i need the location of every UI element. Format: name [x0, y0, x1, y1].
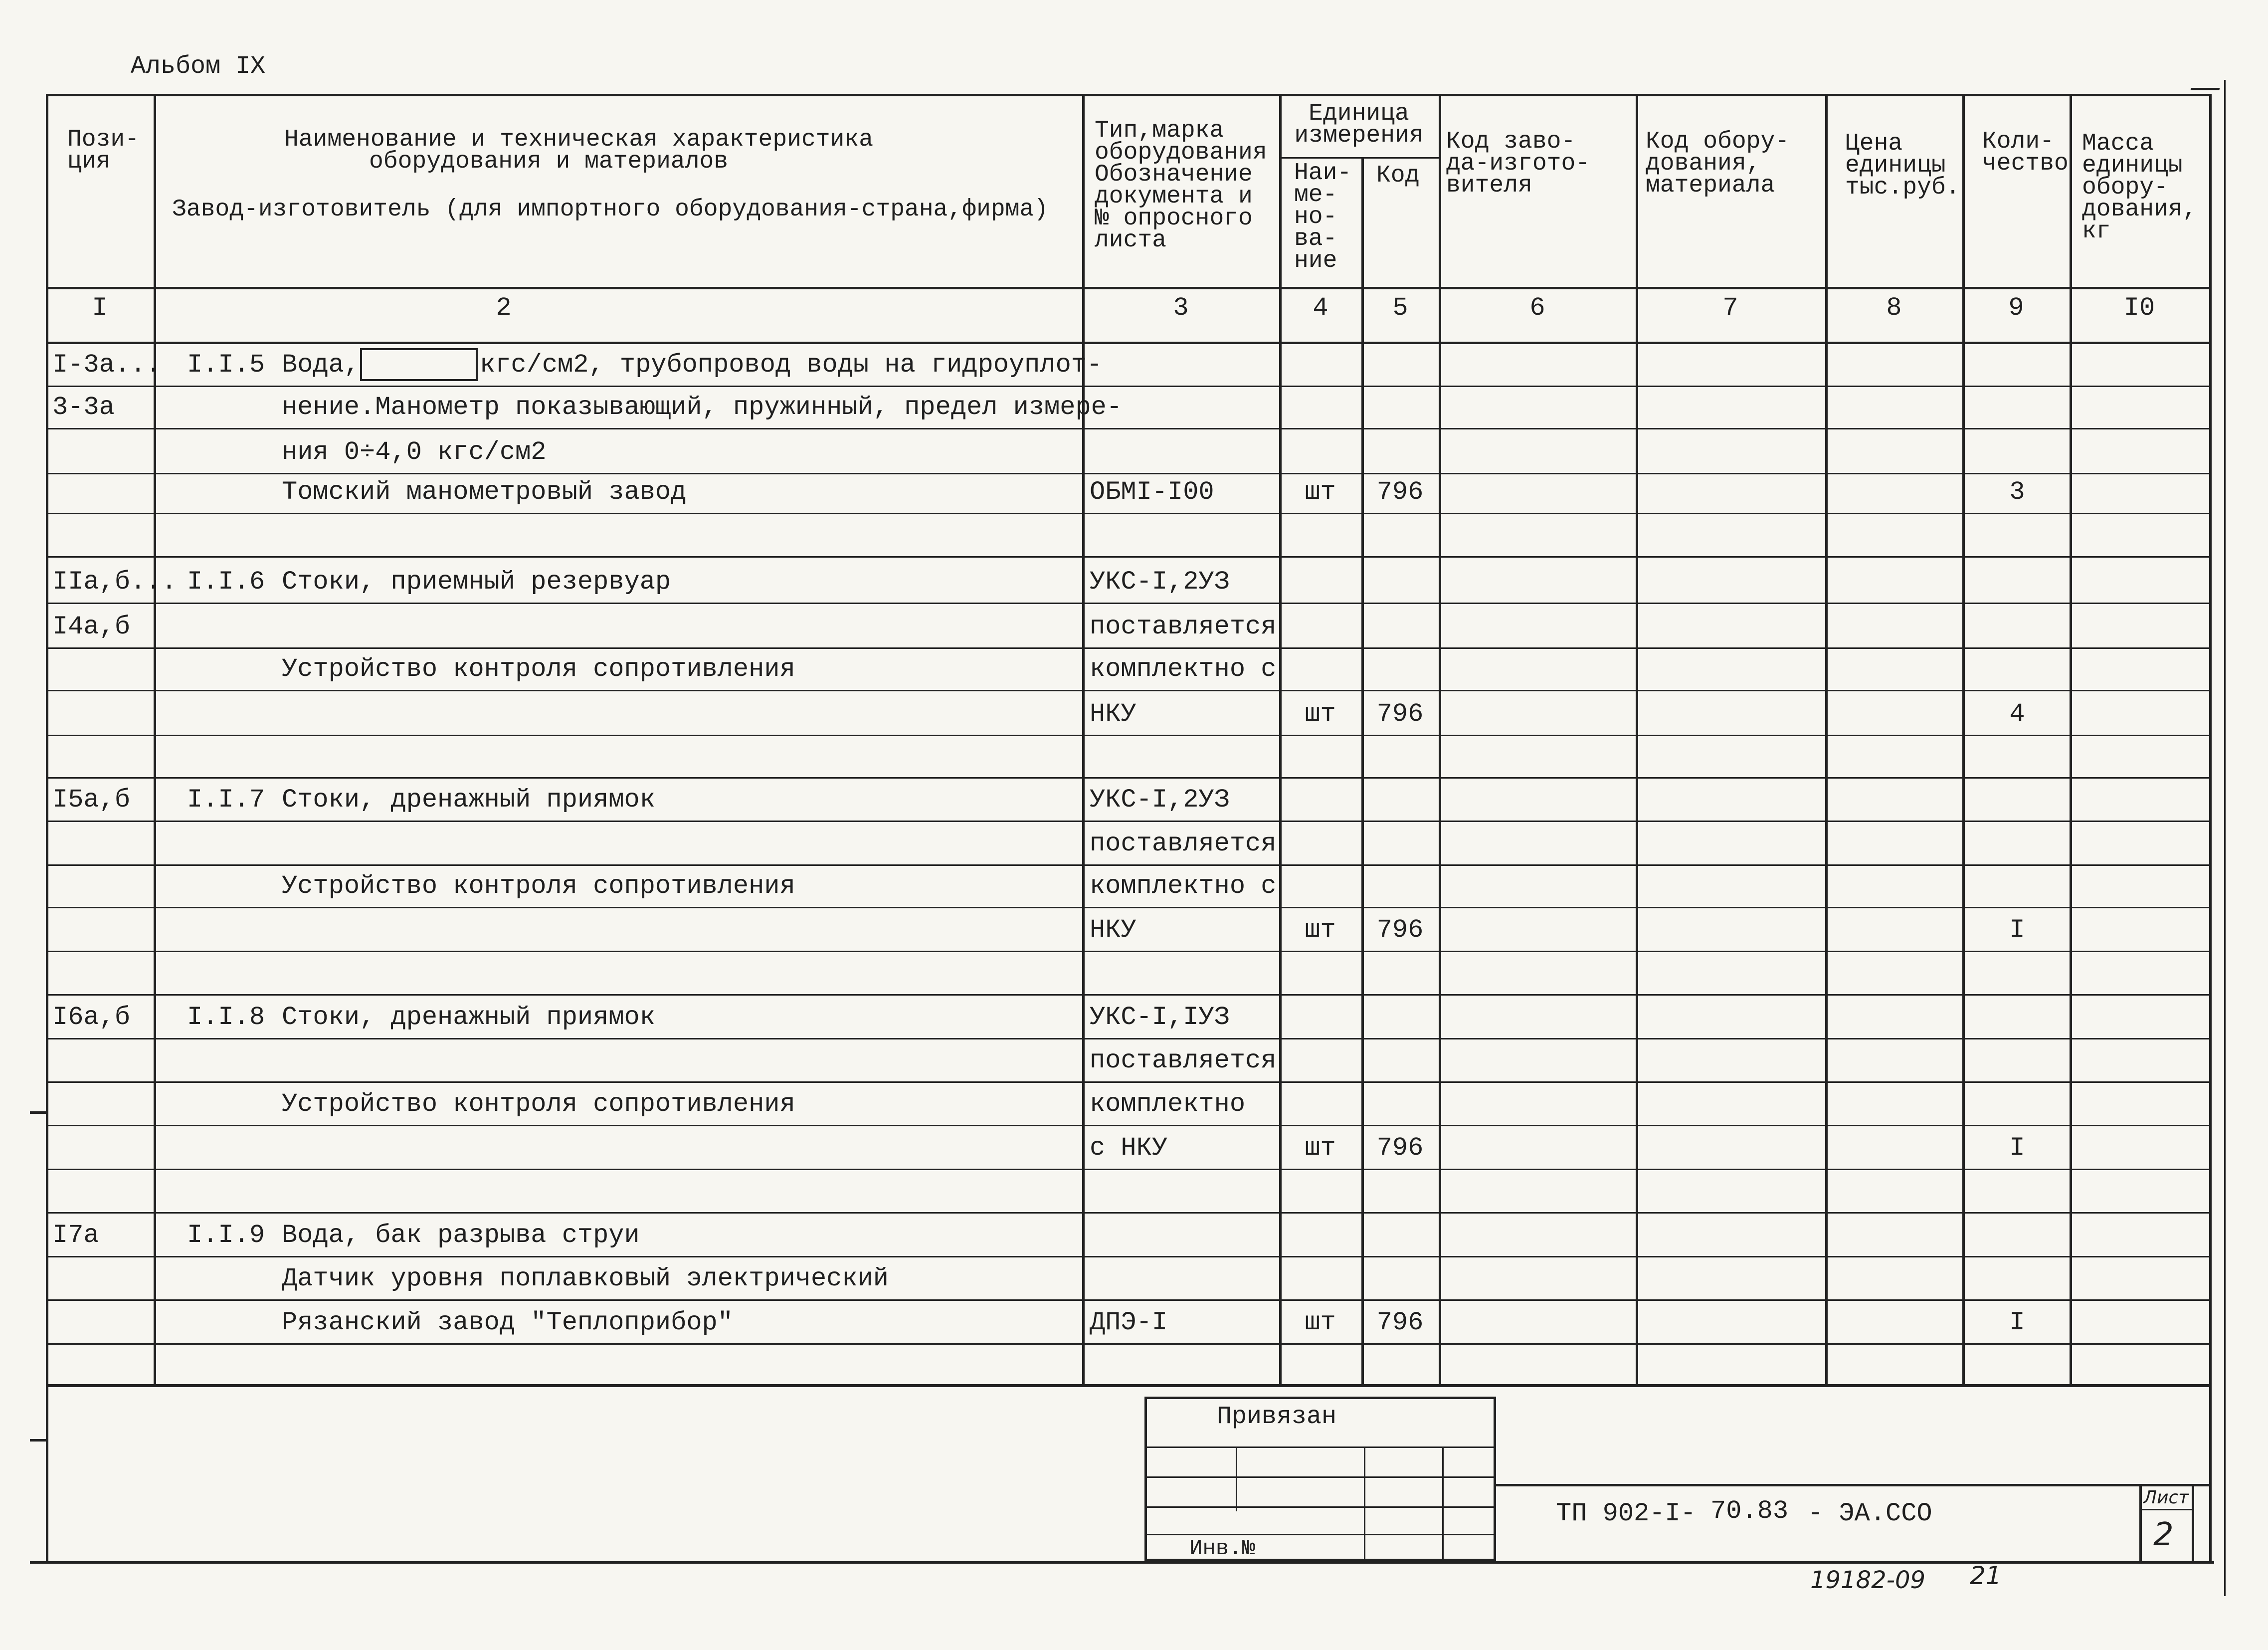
unit-name-cell: шт — [1305, 1308, 1336, 1337]
col-line-6 — [1636, 94, 1638, 1386]
sheet-box-divider — [2139, 1509, 2194, 1510]
header-maker-code: Код заво- да-изгото- вителя — [1446, 128, 1590, 199]
description-cell: ния 0÷4,0 кгс/см2 — [282, 437, 547, 467]
description-cell: Вода, — [282, 350, 360, 380]
col-line-7 — [1825, 94, 1828, 1386]
description-cell: Вода, бак разрыва струи — [282, 1221, 640, 1250]
album-label: Альбом IX — [131, 52, 266, 81]
type-cell: ОБМI-I00 — [1090, 477, 1214, 507]
type-cell: поставляется — [1090, 1046, 1277, 1075]
frame-right — [2209, 94, 2212, 1563]
type-cell: УКС-I,2УЗ — [1090, 785, 1230, 815]
row-divider — [46, 821, 2210, 822]
type-cell: поставляется — [1090, 612, 1277, 641]
column-number: I — [92, 293, 108, 323]
header-qty: Коли- чество — [1982, 128, 2069, 177]
row-divider — [46, 1169, 2210, 1170]
column-number: 7 — [1722, 293, 1738, 323]
column-number: 6 — [1529, 293, 1545, 323]
row-divider — [46, 1299, 2210, 1301]
position-cell: I5а,б — [52, 785, 131, 815]
item-number-cell: I.I.6 — [187, 567, 265, 597]
column-number: 3 — [1173, 293, 1189, 323]
stamp-bound-label: Привязан — [1217, 1403, 1337, 1431]
header-unit-code: Код — [1376, 162, 1420, 189]
header-equip-code: Код обору- дования, материала — [1646, 128, 1790, 199]
unit-name-cell: шт — [1305, 699, 1336, 729]
row-divider — [46, 735, 2210, 736]
header-unit-name: Наи- ме- но- ва- ние — [1294, 160, 1352, 274]
frame-left — [46, 94, 48, 1563]
type-cell: поставляется — [1090, 829, 1277, 858]
frame-bottom — [30, 1561, 2214, 1564]
doc-number-code: 70.83 — [1710, 1496, 1789, 1526]
col-line-2 — [1082, 94, 1085, 1386]
corner-mark: — — [2189, 69, 2221, 106]
unit-name-cell: шт — [1305, 477, 1336, 507]
column-number: 5 — [1392, 293, 1408, 323]
description-cell: Стоки, дренажный приямок — [282, 1003, 655, 1032]
type-cell: НКУ — [1090, 915, 1136, 945]
col-line-4 — [1361, 157, 1364, 1386]
row-divider — [46, 513, 2210, 514]
description-cell: Стоки, дренажный приямок — [282, 785, 655, 815]
unit-group-divider — [1282, 157, 1439, 159]
header-mass: Масса единицы обору- дования, кг — [2082, 130, 2197, 245]
sheet-number: 2 — [2153, 1516, 2174, 1553]
sheet-label: Лист — [2143, 1487, 2189, 1508]
doc-row-top — [1496, 1484, 2209, 1486]
type-cell: ДПЭ-I — [1090, 1308, 1168, 1337]
row-divider — [46, 1125, 2210, 1126]
archive-number: 19182-09 — [1810, 1566, 1926, 1594]
stamp-col — [1236, 1446, 1237, 1511]
row-divider — [46, 690, 2210, 691]
column-number: 2 — [496, 293, 512, 323]
col-line-9 — [2070, 94, 2072, 1386]
type-cell: УКС-I,IУЗ — [1090, 1003, 1230, 1032]
item-number-cell: I.I.8 — [187, 1003, 265, 1032]
position-cell: IIа,б... — [52, 567, 177, 597]
column-number: I0 — [2123, 293, 2155, 323]
quantity-cell: I — [2009, 1133, 2025, 1163]
row-divider — [46, 647, 2210, 649]
unit-code-cell: 796 — [1376, 1133, 1424, 1163]
position-cell: I-3а... — [52, 350, 162, 380]
unit-code-cell: 796 — [1376, 699, 1424, 729]
type-cell: с НКУ — [1090, 1133, 1168, 1163]
header-price: Цена единицы тыс.руб. — [1845, 130, 1960, 201]
column-number: 9 — [2008, 293, 2024, 323]
description-cell: Датчик уровня поплавковый электрический — [282, 1264, 889, 1293]
pressure-blank-box — [360, 348, 478, 381]
quantity-cell: I — [2009, 1308, 2025, 1337]
description-cell: нение.Манометр показывающий, пружинный, предел измере- — [282, 393, 1123, 422]
unit-code-cell: 796 — [1376, 915, 1424, 945]
row-divider — [46, 428, 2210, 429]
col-line-3 — [1279, 94, 1282, 1386]
row-divider — [46, 864, 2210, 866]
row-divider — [46, 473, 2210, 474]
quantity-cell: 3 — [2009, 477, 2025, 507]
description-cell-continued: кгс/см2, трубопровод воды на гидроуплот- — [480, 350, 1103, 380]
type-cell: комплектно — [1090, 1089, 1246, 1119]
doc-number-suffix: - ЭА.ССО — [1808, 1499, 1932, 1528]
description-cell: Устройство контроля сопротивления — [282, 871, 795, 901]
position-cell: I4а,б — [52, 612, 131, 641]
unit-code-cell: 796 — [1376, 477, 1424, 507]
row-divider — [46, 1212, 2210, 1214]
row-divider — [46, 1256, 2210, 1257]
header-bottom — [46, 287, 2210, 289]
quantity-cell: 4 — [2009, 699, 2025, 729]
row-divider — [46, 386, 2210, 387]
stamp-inv-label: Инв.№ — [1189, 1536, 1256, 1561]
description-cell: Рязанский завод "Теплоприбор" — [282, 1308, 733, 1337]
row-divider — [46, 907, 2210, 908]
item-number-cell: I.I.9 — [187, 1221, 265, 1250]
unit-code-cell: 796 — [1376, 1308, 1424, 1337]
header-name-line1: Наименование и техническая характеристика — [284, 126, 873, 153]
frame-right-outer — [2224, 80, 2226, 1596]
row-divider — [46, 777, 2210, 779]
row-divider — [46, 1038, 2210, 1039]
description-cell: Устройство контроля сопротивления — [282, 1089, 795, 1119]
header-position: Пози- ция — [67, 126, 140, 175]
col-line-8 — [1962, 94, 1965, 1386]
margin-tick — [30, 1439, 48, 1442]
header-unit-group: Единица измерения — [1294, 100, 1424, 149]
doc-number-prefix: ТП 902-I- — [1556, 1499, 1696, 1528]
row-divider — [46, 1081, 2210, 1083]
stamp-col — [1442, 1446, 1444, 1561]
quantity-cell: I — [2009, 915, 2025, 945]
header-type: Тип,марка оборудования Обозначение документа и № опросного листа — [1095, 117, 1267, 254]
margin-tick — [30, 1111, 48, 1114]
description-cell: Томский манометровый завод — [282, 477, 687, 507]
unit-name-cell: шт — [1305, 915, 1336, 945]
description-cell: Устройство контроля сопротивления — [282, 654, 795, 684]
type-cell: НКУ — [1090, 699, 1136, 729]
column-number: 4 — [1313, 293, 1328, 323]
row-divider — [46, 1386, 2210, 1387]
header-name-line3: Завод-изготовитель (для импортного оборудования-страна,фирма) — [172, 196, 1049, 223]
row-divider — [46, 994, 2210, 996]
description-cell: Стоки, приемный резервуар — [282, 567, 671, 597]
header-name-line2: оборудования и материалов — [369, 148, 729, 175]
row-divider — [46, 556, 2210, 558]
position-cell: I7а — [52, 1221, 99, 1250]
type-cell: комплектно с — [1090, 871, 1277, 901]
row-divider — [46, 603, 2210, 604]
col-line-1 — [154, 94, 156, 1386]
position-cell: I6а,б — [52, 1003, 131, 1032]
row-divider — [46, 1343, 2210, 1345]
col-line-5 — [1439, 94, 1441, 1386]
page-number: 21 — [1970, 1561, 2002, 1590]
frame-top — [46, 94, 2210, 96]
item-number-cell: I.I.5 — [187, 350, 265, 380]
position-cell: 3-3а — [52, 393, 115, 422]
unit-name-cell: шт — [1305, 1133, 1336, 1163]
stamp-col — [1364, 1446, 1365, 1561]
colnum-bottom — [46, 342, 2210, 344]
type-cell: комплектно с — [1090, 654, 1277, 684]
column-number: 8 — [1886, 293, 1902, 323]
row-divider — [46, 951, 2210, 952]
type-cell: УКС-I,2УЗ — [1090, 567, 1230, 597]
item-number-cell: I.I.7 — [187, 785, 265, 815]
